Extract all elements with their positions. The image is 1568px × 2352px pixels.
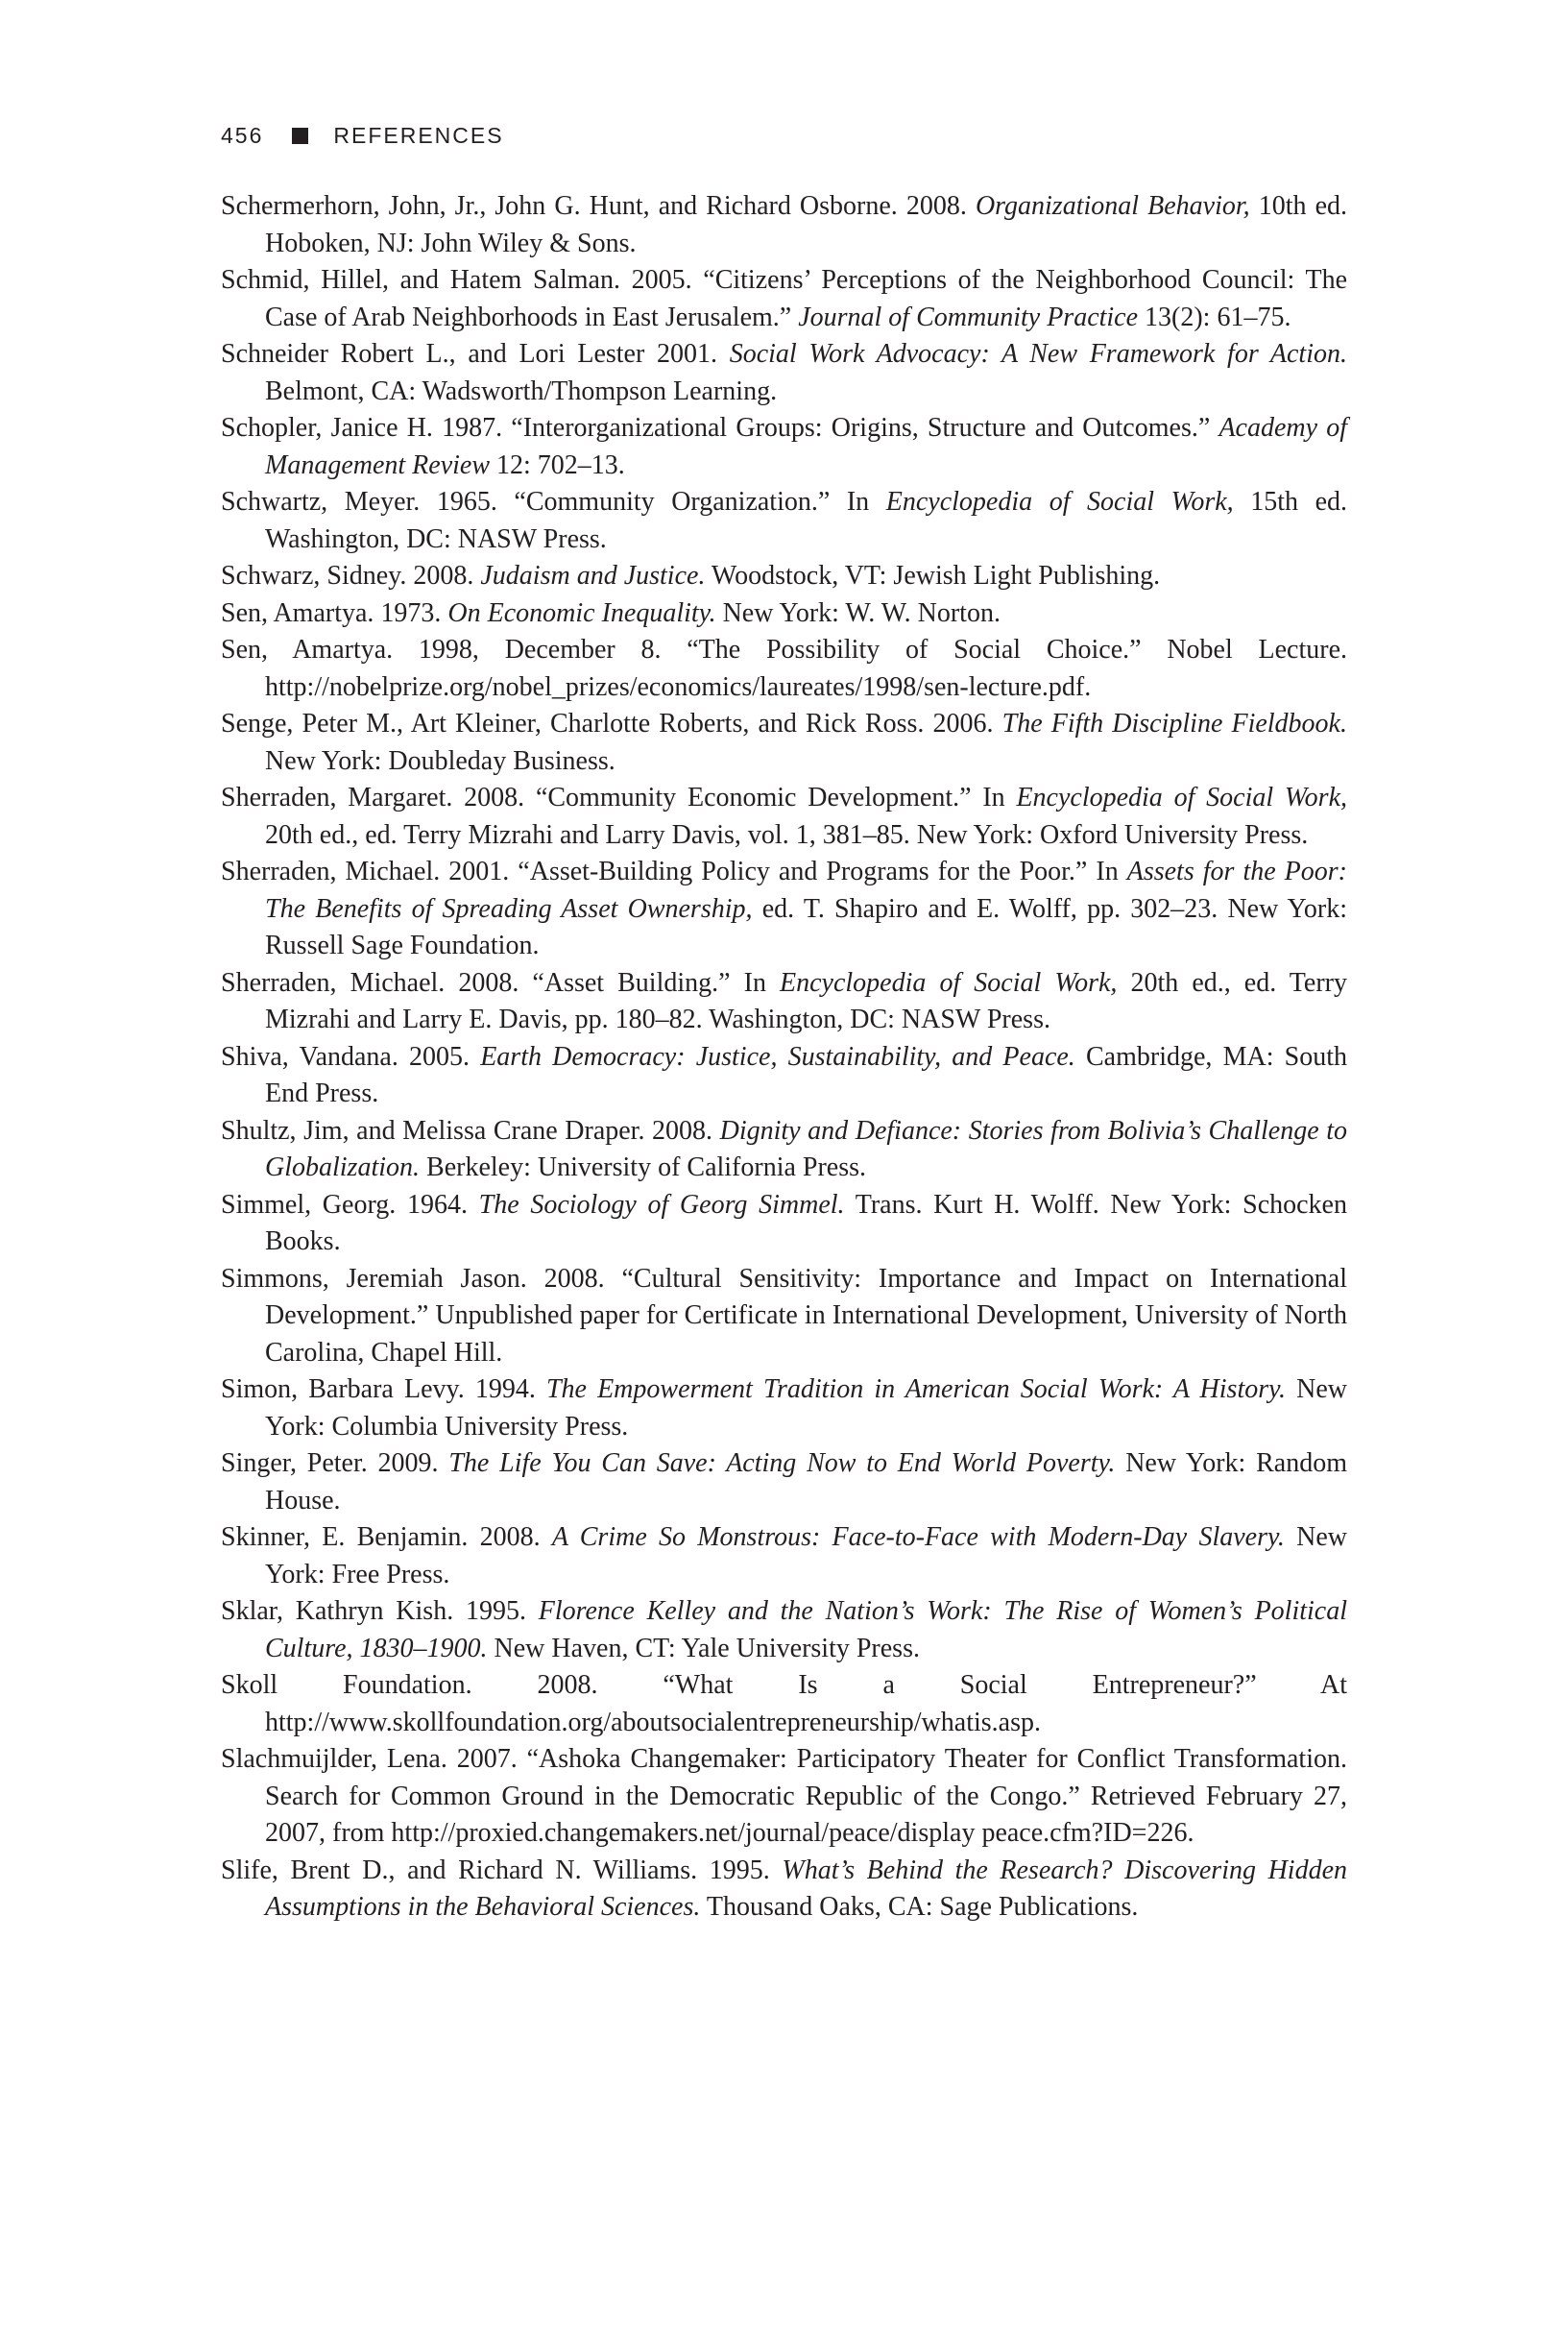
reference-entry: Slachmuijlder, Lena. 2007. “Ashoka Changemaker: Participatory Theater for Conflict Transformation. Search for Common Ground in the Democratic Republic of the Congo.” Retrieved February 27, 2007, from http://proxied.changemakers.net/journal/peace/display peace.cfm?ID=226. (221, 1744, 1347, 1848)
reference-entry: Schmid, Hillel, and Hatem Salman. 2005. “Citizens’ Perceptions of the Neighborhood Council: The Case of Arab Neighborhoods in East Jerusalem.” Journal of Community Practice 13(2): 61–75. (221, 265, 1347, 332)
reference-entry: Skinner, E. Benjamin. 2008. A Crime So Monstrous: Face-to-Face with Modern-Day Slavery. New York: Free Press. (221, 1522, 1347, 1589)
reference-entry: Slife, Brent D., and Richard N. Williams. 1995. What’s Behind the Research? Discovering Hidden Assumptions in the Behavioral Sciences. Thousand Oaks, CA: Sage Publications. (221, 1855, 1347, 1922)
reference-entry: Simmons, Jeremiah Jason. 2008. “Cultural Sensitivity: Importance and Impact on International Development.” Unpublished paper for Certificate in International Development, University of North Carolina, Chapel Hill. (221, 1263, 1347, 1368)
square-bullet-icon (292, 128, 308, 144)
reference-entry: Skoll Foundation. 2008. “What Is a Social Entrepreneur?” At http://www.skollfoundation.org/aboutsocialentrepreneurship/whatis.asp. (221, 1670, 1347, 1737)
section-title: REFERENCES (333, 123, 504, 148)
reference-entry: Simmel, Georg. 1964. The Sociology of Georg Simmel. Trans. Kurt H. Wolff. New York: Schocken Books. (221, 1189, 1347, 1256)
reference-entry: Sen, Amartya. 1998, December 8. “The Possibility of Social Choice.” Nobel Lecture. http://nobelprize.org/nobel_prizes/economics/laureates/1998/sen-lecture.pdf. (221, 635, 1347, 702)
reference-list (221, 188, 1347, 1927)
page-number: 456 (221, 123, 264, 148)
reference-entry: Sen, Amartya. 1973. On Economic Inequality. New York: W. W. Norton. (221, 597, 1001, 628)
reference-entry: Sherraden, Michael. 2001. “Asset-Building Policy and Programs for the Poor.” In Assets for the Poor: The Benefits of Spreading Asset Ownership, ed. T. Shapiro and E. Wolff, pp. 302–23. New York: Russell Sage Foundation. (221, 857, 1348, 960)
reference-entry: Simon, Barbara Levy. 1994. The Empowerment Tradition in American Social Work: A History. New York: Columbia University Press. (221, 1374, 1348, 1442)
reference-entry: Schwartz, Meyer. 1965. “Community Organization.” In Encyclopedia of Social Work, 15th ed. Washington, DC: NASW Press. (221, 487, 1348, 554)
reference-entry: Schopler, Janice H. 1987. “Interorganizational Groups: Origins, Structure and Outcomes.” Academy of Management Review 12: 702–13. (221, 413, 1348, 480)
reference-entry: Sherraden, Margaret. 2008. “Community Economic Development.” In Encyclopedia of Social Work, 20th ed., ed. Terry Mizrahi and Larry Davis, vol. 1, 381–85. New York: Oxford University Press. (221, 783, 1348, 850)
running-head (221, 123, 504, 149)
reference-entry: Schwarz, Sidney. 2008. Judaism and Justice. Woodstock, VT: Jewish Light Publishing. (221, 561, 1161, 591)
reference-entry: Schermerhorn, John, Jr., John G. Hunt, and Richard Osborne. 2008. Organizational Behavior, 10th ed. Hoboken, NJ: John Wiley & Sons. (221, 191, 1348, 258)
reference-entry: Shiva, Vandana. 2005. Earth Democracy: Justice, Sustainability, and Peace. Cambridge, MA: South End Press. (221, 1041, 1347, 1108)
reference-entry: Shultz, Jim, and Melissa Crane Draper. 2008. Dignity and Defiance: Stories from Bolivia’s Challenge to Globalization. Berkeley: University of California Press. (221, 1115, 1347, 1182)
reference-entry: Sherraden, Michael. 2008. “Asset Building.” In Encyclopedia of Social Work, 20th ed., ed. Terry Mizrahi and Larry E. Davis, pp. 180–82. Washington, DC: NASW Press. (221, 967, 1348, 1034)
reference-entry: Senge, Peter M., Art Kleiner, Charlotte Roberts, and Rick Ross. 2006. The Fifth Discipline Fieldbook. New York: Doubleday Business. (221, 709, 1347, 776)
reference-entry: Schneider Robert L., and Lori Lester 2001. Social Work Advocacy: A New Framework for Action. Belmont, CA: Wadsworth/Thompson Learning. (221, 339, 1347, 406)
reference-entry: Singer, Peter. 2009. The Life You Can Save: Acting Now to End World Poverty. New York: Random House. (221, 1448, 1348, 1515)
reference-entry: Sklar, Kathryn Kish. 1995. Florence Kelley and the Nation’s Work: The Rise of Women’s Political Culture, 1830–1900. New Haven, CT: Yale University Press. (221, 1596, 1347, 1663)
